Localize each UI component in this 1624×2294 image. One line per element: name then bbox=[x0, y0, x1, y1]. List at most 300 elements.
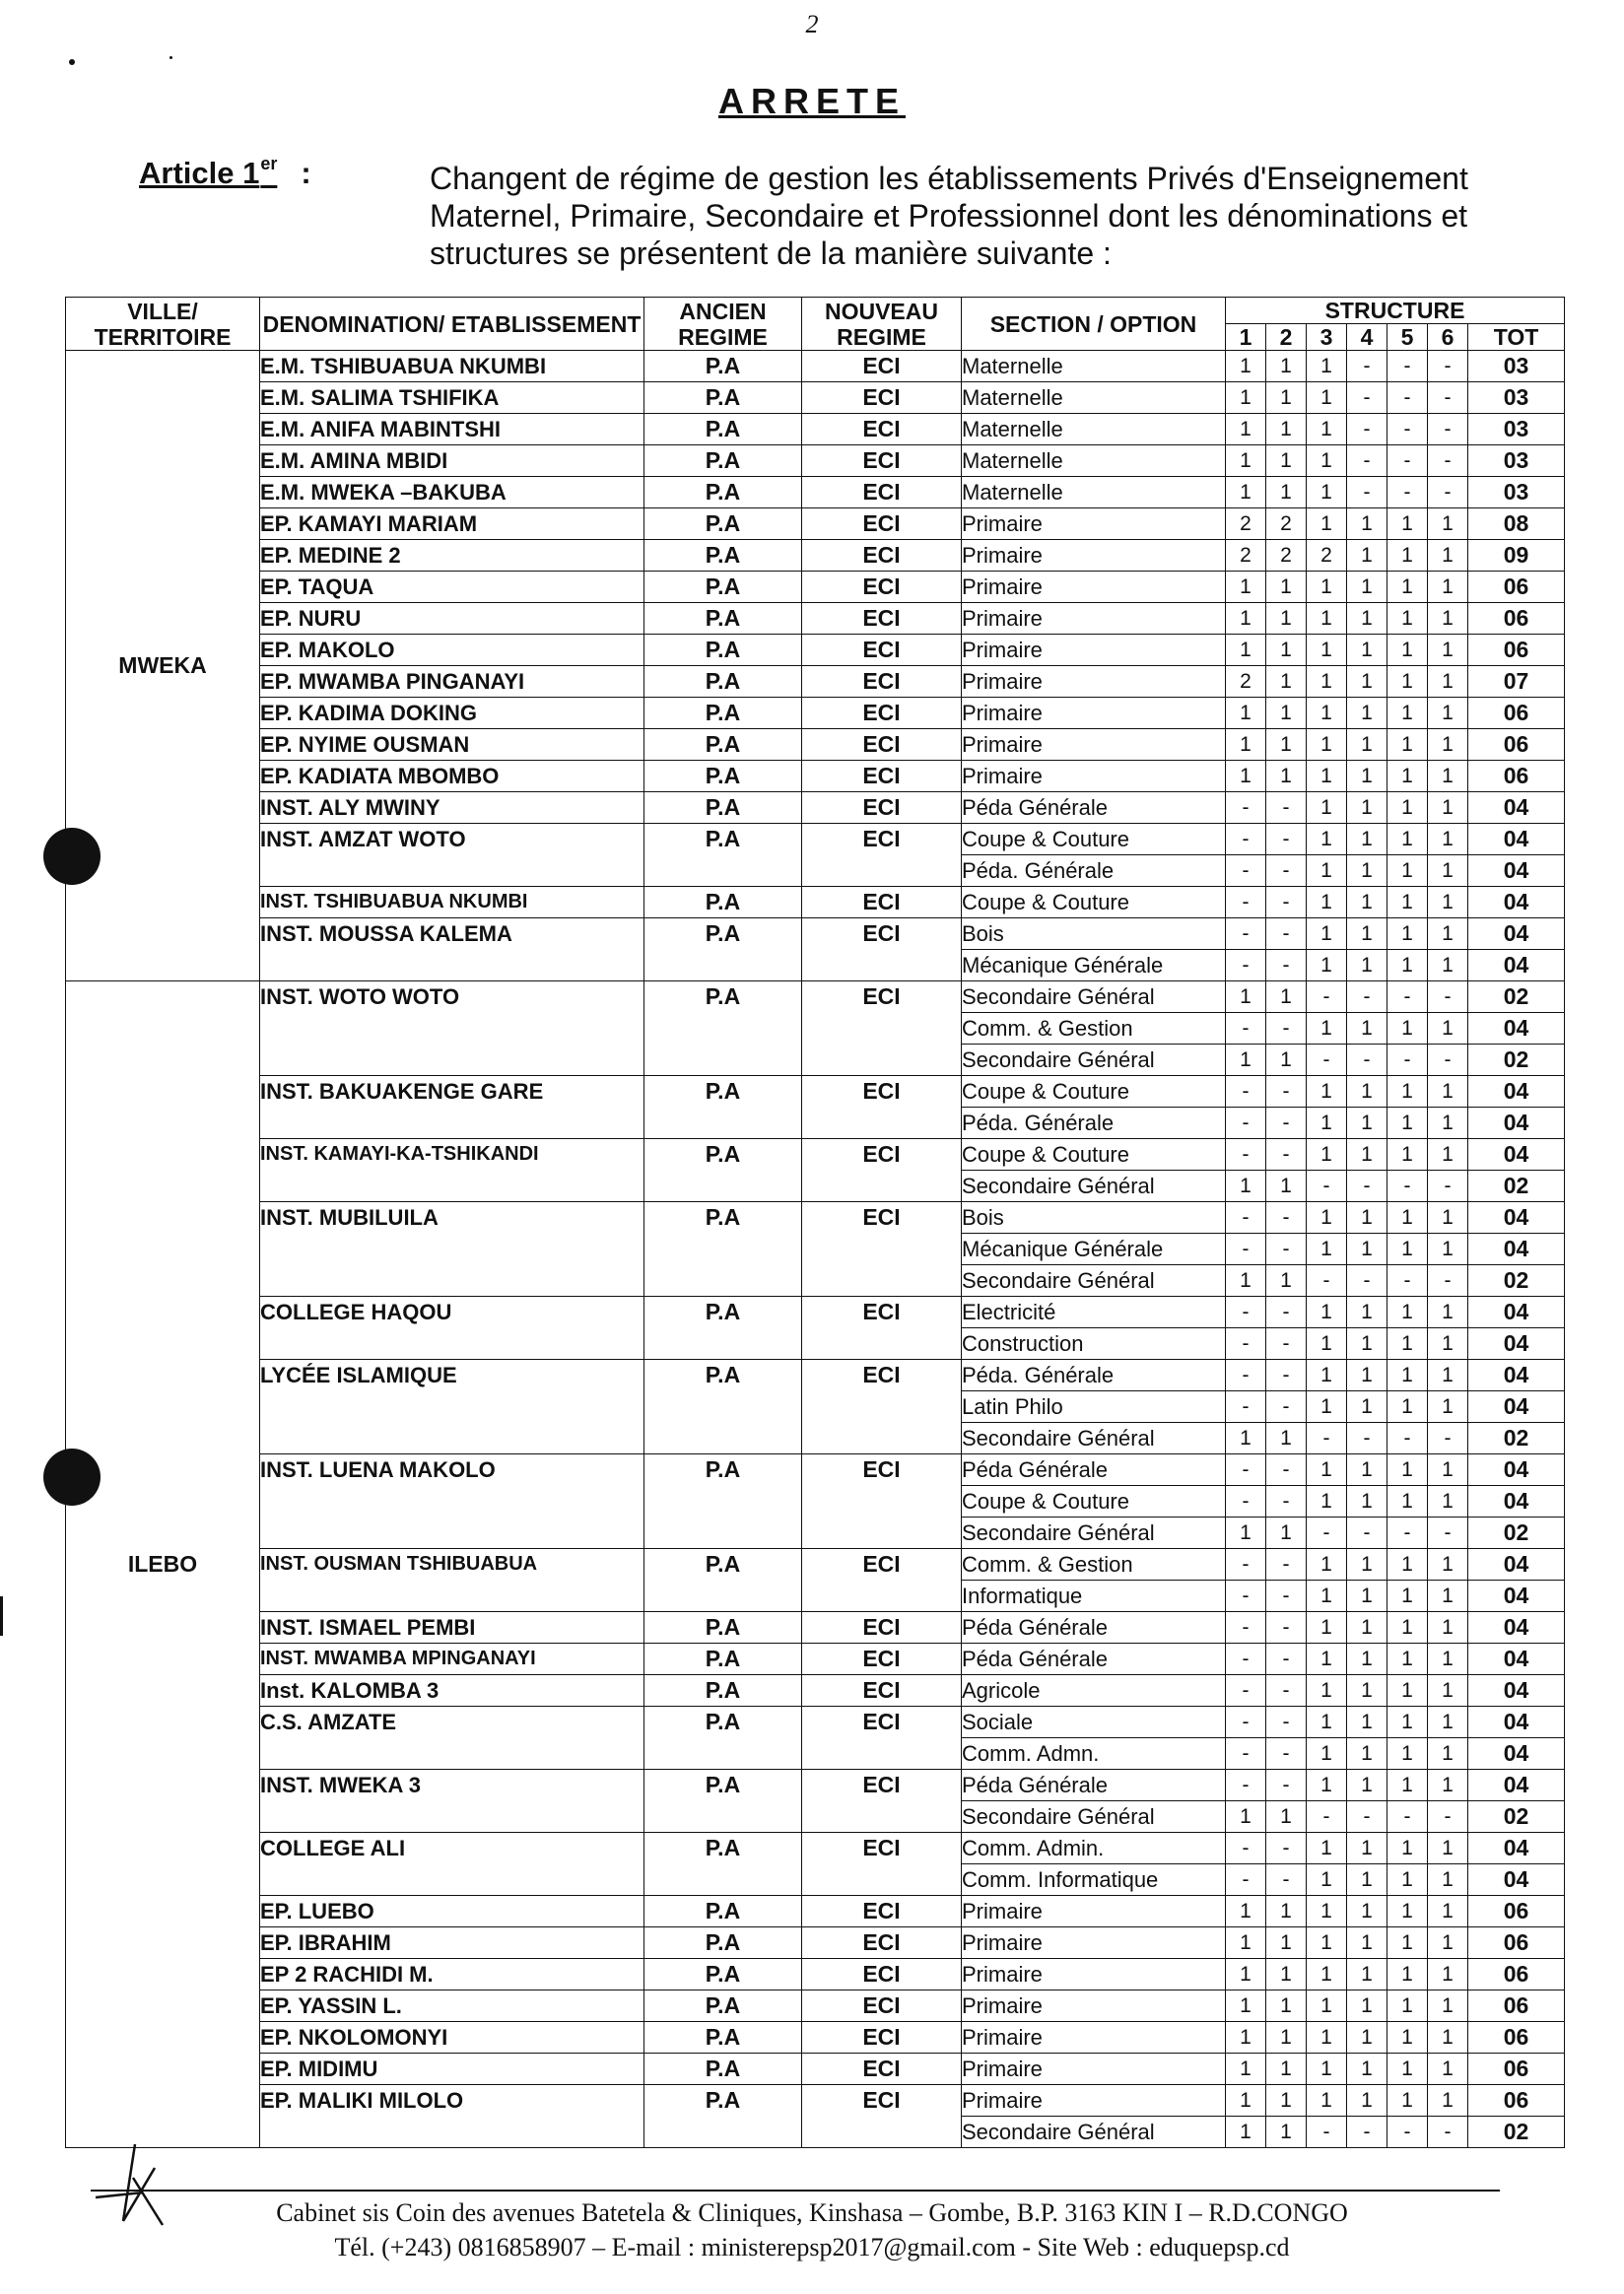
section-option: Maternelle bbox=[962, 351, 1226, 382]
table-row bbox=[66, 1675, 1565, 1707]
header-ville: VILLE/ TERRITOIRE bbox=[66, 298, 260, 351]
section-option: Maternelle bbox=[962, 445, 1226, 477]
section-option: Primaire bbox=[962, 1990, 1226, 2022]
structure-total: 04 bbox=[1468, 1139, 1565, 1171]
structure-year-value: - bbox=[1266, 1707, 1307, 1738]
structure-year-value: 1 bbox=[1226, 414, 1266, 445]
structure-year-value: - bbox=[1428, 1171, 1468, 1202]
structure-year-value: 2 bbox=[1226, 540, 1266, 572]
structure-year-value: - bbox=[1266, 1549, 1307, 1581]
structure-year-value: 1 bbox=[1428, 1454, 1468, 1486]
structure-year-value: - bbox=[1428, 1801, 1468, 1833]
structure-year-value: 1 bbox=[1226, 635, 1266, 666]
structure-year-value: 1 bbox=[1266, 1518, 1307, 1549]
structure-total: 02 bbox=[1468, 1265, 1565, 1297]
structure-year-value: 1 bbox=[1428, 1139, 1468, 1171]
structure-year-value: 1 bbox=[1226, 477, 1266, 508]
nouveau-regime: ECI bbox=[802, 792, 962, 824]
nouveau-regime: ECI bbox=[802, 572, 962, 603]
structure-year-value: 1 bbox=[1387, 1675, 1428, 1707]
structure-year-value: 1 bbox=[1307, 2085, 1347, 2117]
establishment-name: EP. TAQUA bbox=[260, 572, 644, 603]
section-option: Primaire bbox=[962, 666, 1226, 698]
nouveau-regime: ECI bbox=[802, 508, 962, 540]
table-row bbox=[66, 1644, 1565, 1675]
footer bbox=[0, 2195, 1624, 2264]
structure-total: 06 bbox=[1468, 2022, 1565, 2054]
nouveau-regime-empty bbox=[802, 1045, 962, 1076]
structure-year-value: 1 bbox=[1428, 1864, 1468, 1896]
structure-year-value: 1 bbox=[1307, 382, 1347, 414]
structure-year-value: 1 bbox=[1307, 666, 1347, 698]
nouveau-regime: ECI bbox=[802, 1297, 962, 1328]
nouveau-regime: ECI bbox=[802, 981, 962, 1013]
establishment-name: EP. NYIME OUSMAN bbox=[260, 729, 644, 761]
section-option: Péda Générale bbox=[962, 1770, 1226, 1801]
nouveau-regime-empty bbox=[802, 1013, 962, 1045]
section-option: Primaire bbox=[962, 761, 1226, 792]
structure-year-value: 1 bbox=[1347, 1202, 1387, 1234]
ancien-regime: P.A bbox=[644, 477, 802, 508]
section-option: Primaire bbox=[962, 635, 1226, 666]
structure-year-value: 1 bbox=[1387, 1297, 1428, 1328]
table-row bbox=[66, 603, 1565, 635]
structure-total: 06 bbox=[1468, 603, 1565, 635]
structure-year-value: 1 bbox=[1307, 1013, 1347, 1045]
structure-year-value: 1 bbox=[1226, 981, 1266, 1013]
establishment-name: INST. KAMAYI-KA-TSHIKANDI bbox=[260, 1139, 644, 1171]
structure-total: 04 bbox=[1468, 1486, 1565, 1518]
structure-year-value: 1 bbox=[1347, 698, 1387, 729]
structure-total: 09 bbox=[1468, 540, 1565, 572]
structure-year-value: 1 bbox=[1387, 761, 1428, 792]
ville-cell: ILEBO bbox=[66, 981, 260, 2148]
nouveau-regime-empty bbox=[802, 1265, 962, 1297]
structure-year-value: 1 bbox=[1347, 1328, 1387, 1360]
section-option: Péda Générale bbox=[962, 1454, 1226, 1486]
table-row bbox=[66, 1391, 1565, 1423]
section-option: Secondaire Général bbox=[962, 981, 1226, 1013]
structure-year-value: 1 bbox=[1428, 2085, 1468, 2117]
nouveau-regime: ECI bbox=[802, 2054, 962, 2085]
structure-year-value: - bbox=[1266, 1013, 1307, 1045]
structure-year-value: 1 bbox=[1347, 1581, 1387, 1612]
section-option: Comm. Admn. bbox=[962, 1738, 1226, 1770]
structure-year-value: 1 bbox=[1226, 1959, 1266, 1990]
establishment-name-empty bbox=[260, 1265, 644, 1297]
nouveau-regime: ECI bbox=[802, 2085, 962, 2117]
ancien-regime-empty bbox=[644, 1864, 802, 1896]
ancien-regime: P.A bbox=[644, 666, 802, 698]
structure-year-value: - bbox=[1387, 1171, 1428, 1202]
structure-total: 04 bbox=[1468, 1770, 1565, 1801]
structure-total: 06 bbox=[1468, 1927, 1565, 1959]
structure-year-value: - bbox=[1428, 1045, 1468, 1076]
table-row bbox=[66, 1045, 1565, 1076]
section-option: Mécanique Générale bbox=[962, 1234, 1226, 1265]
structure-year-value: 1 bbox=[1428, 1644, 1468, 1675]
structure-year-value: 1 bbox=[1307, 635, 1347, 666]
table-row bbox=[66, 729, 1565, 761]
section-option: Maternelle bbox=[962, 382, 1226, 414]
structure-year-value: 1 bbox=[1428, 1675, 1468, 1707]
structure-total: 08 bbox=[1468, 508, 1565, 540]
structure-year-value: - bbox=[1226, 1486, 1266, 1518]
structure-total: 03 bbox=[1468, 445, 1565, 477]
structure-year-value: 1 bbox=[1307, 729, 1347, 761]
structure-total: 02 bbox=[1468, 1045, 1565, 1076]
ancien-regime-empty bbox=[644, 855, 802, 887]
section-option: Péda. Générale bbox=[962, 1108, 1226, 1139]
establishment-name: INST. OUSMAN TSHIBUABUA bbox=[260, 1549, 644, 1581]
structure-year-value: 1 bbox=[1387, 824, 1428, 855]
structure-year-value: 1 bbox=[1428, 635, 1468, 666]
structure-year-value: - bbox=[1428, 477, 1468, 508]
ancien-regime: P.A bbox=[644, 1549, 802, 1581]
ancien-regime: P.A bbox=[644, 2085, 802, 2117]
structure-year-value: - bbox=[1387, 1518, 1428, 1549]
ancien-regime: P.A bbox=[644, 1833, 802, 1864]
structure-year-value: 1 bbox=[1307, 1833, 1347, 1864]
structure-year-value: 1 bbox=[1226, 1801, 1266, 1833]
structure-year-value: 1 bbox=[1428, 2022, 1468, 2054]
nouveau-regime-empty bbox=[802, 1423, 962, 1454]
establishment-name-empty bbox=[260, 2117, 644, 2148]
table-row bbox=[66, 1864, 1565, 1896]
structure-year-value: - bbox=[1226, 792, 1266, 824]
structure-year-value: 1 bbox=[1307, 1139, 1347, 1171]
section-option: Primaire bbox=[962, 540, 1226, 572]
structure-year-value: - bbox=[1428, 382, 1468, 414]
ancien-regime: P.A bbox=[644, 508, 802, 540]
structure-year-value: 1 bbox=[1387, 1234, 1428, 1265]
ancien-regime: P.A bbox=[644, 382, 802, 414]
establishment-name: EP. MIDIMU bbox=[260, 2054, 644, 2085]
ancien-regime: P.A bbox=[644, 1959, 802, 1990]
establishment-name: EP. KAMAYI MARIAM bbox=[260, 508, 644, 540]
structure-year-value: - bbox=[1307, 1801, 1347, 1833]
structure-year-value: 1 bbox=[1226, 1896, 1266, 1927]
ancien-regime: P.A bbox=[644, 1770, 802, 1801]
ancien-regime: P.A bbox=[644, 1297, 802, 1328]
structure-total: 04 bbox=[1468, 1202, 1565, 1234]
structure-year-value: 1 bbox=[1226, 1171, 1266, 1202]
structure-year-value: 1 bbox=[1347, 635, 1387, 666]
nouveau-regime-empty bbox=[802, 1391, 962, 1423]
structure-total: 04 bbox=[1468, 1581, 1565, 1612]
structure-year-value: 1 bbox=[1387, 603, 1428, 635]
structure-year-value: 1 bbox=[1428, 603, 1468, 635]
structure-year-value: 1 bbox=[1307, 1707, 1347, 1738]
establishment-name: INST. TSHIBUABUA NKUMBI bbox=[260, 887, 644, 918]
nouveau-regime: ECI bbox=[802, 698, 962, 729]
structure-year-value: 1 bbox=[1347, 1360, 1387, 1391]
nouveau-regime: ECI bbox=[802, 1833, 962, 1864]
structure-year-value: 1 bbox=[1266, 635, 1307, 666]
structure-year-value: 1 bbox=[1266, 603, 1307, 635]
section-option: Bois bbox=[962, 918, 1226, 950]
article-colon: : bbox=[301, 156, 311, 190]
table-row bbox=[66, 1581, 1565, 1612]
structure-total: 06 bbox=[1468, 729, 1565, 761]
structure-total: 04 bbox=[1468, 887, 1565, 918]
table-row bbox=[66, 1549, 1565, 1581]
structure-total: 04 bbox=[1468, 1360, 1565, 1391]
ancien-regime-empty bbox=[644, 2117, 802, 2148]
structure-year-value: - bbox=[1266, 1297, 1307, 1328]
ancien-regime: P.A bbox=[644, 603, 802, 635]
structure-total: 03 bbox=[1468, 414, 1565, 445]
section-option: Comm. & Gestion bbox=[962, 1013, 1226, 1045]
structure-year-value: - bbox=[1387, 2117, 1428, 2148]
structure-year-value: 1 bbox=[1266, 666, 1307, 698]
establishment-name: INST. MOUSSA KALEMA bbox=[260, 918, 644, 950]
structure-year-value: 1 bbox=[1226, 1045, 1266, 1076]
table-row bbox=[66, 1707, 1565, 1738]
structure-year-value: 1 bbox=[1307, 1675, 1347, 1707]
table-row bbox=[66, 792, 1565, 824]
structure-year-value: - bbox=[1428, 414, 1468, 445]
structure-year-value: - bbox=[1226, 918, 1266, 950]
structure-year-value: 1 bbox=[1387, 1770, 1428, 1801]
structure-year-value: 1 bbox=[1428, 1959, 1468, 1990]
nouveau-regime-empty bbox=[802, 950, 962, 981]
table-row bbox=[66, 1013, 1565, 1045]
structure-year-value: 1 bbox=[1347, 1076, 1387, 1108]
structure-year-value: 1 bbox=[1428, 792, 1468, 824]
structure-year-value: 1 bbox=[1347, 1864, 1387, 1896]
ancien-regime: P.A bbox=[644, 1612, 802, 1644]
structure-year-value: - bbox=[1387, 981, 1428, 1013]
structure-year-value: - bbox=[1226, 1297, 1266, 1328]
establishment-name: INST. ISMAEL PEMBI bbox=[260, 1612, 644, 1644]
table-row bbox=[66, 824, 1565, 855]
structure-year-value: 1 bbox=[1266, 1959, 1307, 1990]
footer-address: Cabinet sis Coin des avenues Batetela & Cliniques, Kinshasa – Gombe, B.P. 3163 KIN I – R.D.CONGO bbox=[276, 2198, 1348, 2227]
structure-year-value: - bbox=[1266, 1864, 1307, 1896]
nouveau-regime: ECI bbox=[802, 1076, 962, 1108]
structure-year-value: 1 bbox=[1387, 572, 1428, 603]
table-row bbox=[66, 1171, 1565, 1202]
structure-total: 06 bbox=[1468, 2054, 1565, 2085]
ancien-regime: P.A bbox=[644, 1360, 802, 1391]
structure-year-value: 1 bbox=[1387, 887, 1428, 918]
ancien-regime-empty bbox=[644, 1738, 802, 1770]
structure-year-value: 1 bbox=[1387, 508, 1428, 540]
header-structure-year: 3 bbox=[1307, 324, 1347, 351]
nouveau-regime-empty bbox=[802, 1234, 962, 1265]
structure-year-value: - bbox=[1387, 1045, 1428, 1076]
structure-year-value: 1 bbox=[1347, 1675, 1387, 1707]
structure-total: 04 bbox=[1468, 1707, 1565, 1738]
table-row bbox=[66, 1959, 1565, 1990]
establishment-name: INST. LUENA MAKOLO bbox=[260, 1454, 644, 1486]
ancien-regime: P.A bbox=[644, 1990, 802, 2022]
structure-year-value: 1 bbox=[1387, 1202, 1428, 1234]
structure-year-value: 1 bbox=[1307, 1990, 1347, 2022]
ancien-regime-empty bbox=[644, 1108, 802, 1139]
structure-total: 04 bbox=[1468, 824, 1565, 855]
structure-year-value: 1 bbox=[1387, 635, 1428, 666]
nouveau-regime-empty bbox=[802, 1328, 962, 1360]
header-structure-year: 2 bbox=[1266, 324, 1307, 351]
structure-year-value: - bbox=[1307, 1423, 1347, 1454]
structure-year-value: - bbox=[1387, 382, 1428, 414]
establishment-name: EP. MEDINE 2 bbox=[260, 540, 644, 572]
nouveau-regime: ECI bbox=[802, 477, 962, 508]
structure-year-value: - bbox=[1226, 855, 1266, 887]
ancien-regime: P.A bbox=[644, 2054, 802, 2085]
nouveau-regime: ECI bbox=[802, 635, 962, 666]
ancien-regime: P.A bbox=[644, 1454, 802, 1486]
section-option: Primaire bbox=[962, 2022, 1226, 2054]
structure-year-value: - bbox=[1347, 981, 1387, 1013]
structure-year-value: - bbox=[1428, 2117, 1468, 2148]
establishment-name: EP. NURU bbox=[260, 603, 644, 635]
establishment-name-empty bbox=[260, 1581, 644, 1612]
structure-year-value: 1 bbox=[1226, 1423, 1266, 1454]
structure-year-value: - bbox=[1387, 414, 1428, 445]
structure-year-value: - bbox=[1347, 445, 1387, 477]
structure-year-value: 1 bbox=[1387, 1644, 1428, 1675]
structure-total: 04 bbox=[1468, 1108, 1565, 1139]
nouveau-regime: ECI bbox=[802, 1896, 962, 1927]
ancien-regime: P.A bbox=[644, 698, 802, 729]
structure-year-value: - bbox=[1387, 1801, 1428, 1833]
establishment-name-empty bbox=[260, 1013, 644, 1045]
structure-year-value: - bbox=[1266, 1454, 1307, 1486]
structure-year-value: - bbox=[1266, 1391, 1307, 1423]
structure-year-value: - bbox=[1387, 1423, 1428, 1454]
structure-year-value: 1 bbox=[1387, 1013, 1428, 1045]
article-label-text bbox=[139, 156, 277, 190]
section-option: Primaire bbox=[962, 508, 1226, 540]
structure-year-value: 1 bbox=[1266, 981, 1307, 1013]
scan-speck bbox=[169, 56, 172, 59]
nouveau-regime-empty bbox=[802, 1738, 962, 1770]
structure-year-value: 1 bbox=[1266, 1990, 1307, 2022]
structure-year-value: 1 bbox=[1387, 1581, 1428, 1612]
structure-year-value: 1 bbox=[1428, 1770, 1468, 1801]
section-option: Primaire bbox=[962, 698, 1226, 729]
structure-year-value: 1 bbox=[1266, 1896, 1307, 1927]
structure-year-value: 1 bbox=[1226, 1990, 1266, 2022]
structure-year-value: 1 bbox=[1387, 1108, 1428, 1139]
structure-year-value: 1 bbox=[1307, 1328, 1347, 1360]
ancien-regime: P.A bbox=[644, 351, 802, 382]
structure-year-value: 1 bbox=[1266, 1171, 1307, 1202]
nouveau-regime: ECI bbox=[802, 824, 962, 855]
structure-year-value: 1 bbox=[1387, 1328, 1428, 1360]
header-structure-year: 5 bbox=[1387, 324, 1428, 351]
structure-year-value: 1 bbox=[1307, 887, 1347, 918]
header-structure: STRUCTURE bbox=[1226, 298, 1565, 324]
structure-year-value: 1 bbox=[1387, 1139, 1428, 1171]
structure-year-value: 1 bbox=[1307, 1612, 1347, 1644]
ancien-regime-empty bbox=[644, 1581, 802, 1612]
structure-year-value: - bbox=[1266, 792, 1307, 824]
structure-year-value: - bbox=[1387, 445, 1428, 477]
structure-year-value: 1 bbox=[1347, 792, 1387, 824]
table-row bbox=[66, 2085, 1565, 2117]
ancien-regime: P.A bbox=[644, 1644, 802, 1675]
structure-year-value: 1 bbox=[1307, 855, 1347, 887]
structure-total: 04 bbox=[1468, 1013, 1565, 1045]
table-row bbox=[66, 950, 1565, 981]
establishment-name-empty bbox=[260, 1423, 644, 1454]
structure-year-value: 1 bbox=[1266, 1265, 1307, 1297]
section-option: Péda. Générale bbox=[962, 1360, 1226, 1391]
establishment-name-empty bbox=[260, 1391, 644, 1423]
structure-year-value: - bbox=[1387, 1265, 1428, 1297]
title-text: ARRETE bbox=[717, 81, 906, 121]
structure-year-value: 1 bbox=[1347, 1234, 1387, 1265]
structure-year-value: 1 bbox=[1387, 1990, 1428, 2022]
nouveau-regime-empty bbox=[802, 2117, 962, 2148]
structure-total: 04 bbox=[1468, 855, 1565, 887]
structure-total: 03 bbox=[1468, 351, 1565, 382]
establishment-name-empty bbox=[260, 1171, 644, 1202]
structure-year-value: 1 bbox=[1428, 1202, 1468, 1234]
structure-year-value: 1 bbox=[1428, 1328, 1468, 1360]
structure-year-value: 1 bbox=[1428, 1076, 1468, 1108]
ancien-regime: P.A bbox=[644, 887, 802, 918]
structure-year-value: 1 bbox=[1347, 1297, 1387, 1328]
structure-year-value: 1 bbox=[1428, 1738, 1468, 1770]
table-row bbox=[66, 1486, 1565, 1518]
establishment-name: EP. LUEBO bbox=[260, 1896, 644, 1927]
establishment-name-empty bbox=[260, 1486, 644, 1518]
structure-year-value: - bbox=[1347, 1423, 1387, 1454]
section-option: Maternelle bbox=[962, 477, 1226, 508]
establishment-name-empty bbox=[260, 1801, 644, 1833]
structure-year-value: 1 bbox=[1226, 1927, 1266, 1959]
establishment-name: EP. MWAMBA PINGANAYI bbox=[260, 666, 644, 698]
structure-year-value: - bbox=[1307, 1518, 1347, 1549]
structure-year-value: 1 bbox=[1347, 1833, 1387, 1864]
structure-year-value: 1 bbox=[1347, 1959, 1387, 1990]
structure-total: 03 bbox=[1468, 477, 1565, 508]
structure-year-value: 1 bbox=[1387, 1738, 1428, 1770]
structure-year-value: 1 bbox=[1347, 2054, 1387, 2085]
structure-year-value: - bbox=[1226, 1833, 1266, 1864]
structure-year-value: - bbox=[1266, 950, 1307, 981]
structure-year-value: - bbox=[1307, 1045, 1347, 1076]
ancien-regime: P.A bbox=[644, 572, 802, 603]
section-option: Secondaire Général bbox=[962, 1045, 1226, 1076]
structure-year-value: - bbox=[1266, 1360, 1307, 1391]
structure-year-value: - bbox=[1266, 1486, 1307, 1518]
structure-total: 04 bbox=[1468, 1454, 1565, 1486]
structure-year-value: 1 bbox=[1266, 2085, 1307, 2117]
structure-year-value: 1 bbox=[1226, 1265, 1266, 1297]
establishment-name: INST. BAKUAKENGE GARE bbox=[260, 1076, 644, 1108]
structure-total: 07 bbox=[1468, 666, 1565, 698]
structure-year-value: 2 bbox=[1266, 540, 1307, 572]
structure-year-value: 1 bbox=[1347, 540, 1387, 572]
structure-year-value: 1 bbox=[1226, 2022, 1266, 2054]
table-row bbox=[66, 666, 1565, 698]
structure-year-value: - bbox=[1266, 887, 1307, 918]
structure-year-value: - bbox=[1428, 981, 1468, 1013]
structure-year-value: 1 bbox=[1387, 1360, 1428, 1391]
structure-year-value: - bbox=[1347, 2117, 1387, 2148]
structure-year-value: - bbox=[1226, 950, 1266, 981]
structure-year-value: 1 bbox=[1428, 1896, 1468, 1927]
structure-year-value: - bbox=[1226, 1549, 1266, 1581]
structure-year-value: - bbox=[1266, 1738, 1307, 1770]
structure-year-value: 1 bbox=[1347, 761, 1387, 792]
